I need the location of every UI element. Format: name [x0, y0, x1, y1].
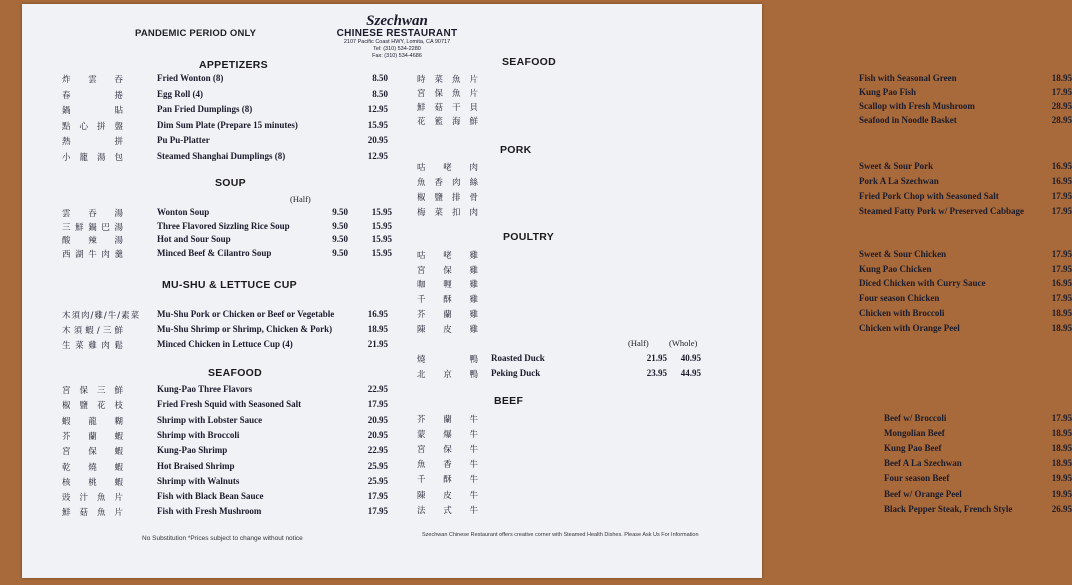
chinese-name: 雲吞湯: [62, 209, 124, 219]
price: 12.95: [367, 150, 388, 161]
menu-item: [417, 161, 1072, 175]
menu-item: [417, 307, 1072, 322]
chinese-name: 花籃海鮮: [417, 117, 479, 127]
price: 9.50: [332, 207, 348, 217]
menu-item: [62, 207, 402, 221]
menu-item: [62, 461, 402, 475]
menu-item: [417, 428, 1072, 442]
chinese-name: 三鮮鍋巴湯: [62, 222, 124, 233]
section-title: SEAFOOD: [502, 56, 557, 68]
menu-item: [417, 191, 1072, 205]
chinese-name: 西湖牛肉羹: [62, 250, 124, 261]
price-whole: 40.95: [680, 353, 701, 363]
english-name: Sweet & Sour Chicken: [859, 249, 947, 259]
menu-item: [62, 415, 402, 429]
chinese-name: 梅菜扣肉: [417, 208, 479, 218]
chinese-name: 陳皮牛: [417, 490, 479, 501]
price: 18.95: [1051, 307, 1072, 318]
menu-item: [62, 135, 402, 149]
english-name: Kung-Pao Three Flavors: [157, 384, 253, 394]
english-name: Hot Braised Shrimp: [157, 460, 235, 471]
menu-item: [62, 384, 402, 398]
menu-item: [417, 443, 1072, 457]
poultry-whole-header: (Whole): [669, 338, 698, 348]
chinese-name: 法式牛: [417, 505, 479, 516]
section-title: APPETIZERS: [199, 59, 268, 71]
english-name: Sweet & Sour Pork: [859, 161, 934, 171]
english-name: Roasted Duck: [491, 353, 545, 363]
footer-note-right: Szechwan Chinese Restaurant offers creative corner with Steamed Health Dishes. Please Ask Us For Information: [422, 532, 699, 538]
menu-item: [417, 503, 1072, 518]
menu-item: [62, 104, 402, 118]
english-name: Seafood in Noodle Basket: [859, 115, 957, 125]
menu-item: [417, 488, 1072, 503]
price: 18.95: [1051, 428, 1072, 439]
menu-item: [417, 413, 1072, 427]
menu-item: [62, 221, 402, 235]
chinese-name: 宮保牛: [417, 445, 479, 456]
price: 28.95: [1051, 115, 1072, 125]
menu-item: [417, 473, 1072, 487]
price: 22.95: [367, 445, 388, 456]
chinese-name: 乾燒蝦: [62, 462, 124, 473]
chinese-name: 芥蘭蝦: [62, 431, 124, 442]
english-name: Shrimp with Lobster Sauce: [157, 414, 263, 425]
price: 17.95: [367, 506, 388, 517]
price: 16.95: [367, 309, 388, 319]
chinese-name: 魚香牛: [417, 460, 479, 471]
menu-item: [62, 506, 402, 520]
english-name: Pork A La Szechwan: [859, 176, 939, 186]
chinese-name: 蒙爆牛: [417, 430, 479, 441]
price: 16.95: [1051, 176, 1072, 186]
english-name: Egg Roll (4): [157, 88, 203, 99]
menu-item: [62, 248, 402, 262]
english-name: Scallop with Fresh Mushroom: [859, 101, 975, 111]
chinese-name: 千酥雞: [417, 295, 479, 306]
english-name: Beef A La Szechwan: [884, 458, 962, 469]
price: 25.95: [367, 460, 388, 471]
chinese-name: 木須蝦/三鮮: [62, 326, 124, 336]
price: 20.95: [367, 414, 388, 425]
english-name: Mu-Shu Shrimp or Shrimp, Chicken & Pork): [157, 324, 333, 334]
english-name: Steamed Shanghai Dumplings (8): [157, 150, 286, 161]
chinese-name: 生菜雞肉鬆: [62, 341, 124, 351]
price-full: 15.95: [371, 207, 392, 217]
menu-item: [417, 206, 1072, 220]
menu-item: [417, 293, 1072, 307]
half-header: (Half): [290, 194, 311, 204]
price: 26.95: [1051, 503, 1072, 514]
chinese-name: 豉汁魚片: [62, 493, 124, 504]
chinese-name: 宮保蝦: [62, 447, 124, 458]
english-name: Kung Pao Chicken: [859, 263, 932, 274]
english-name: Wonton Soup: [157, 207, 210, 217]
english-name: Black Pepper Steak, French Style: [884, 503, 1013, 514]
price: 20.95: [367, 429, 388, 440]
chinese-name: 核桃蝦: [62, 477, 124, 488]
menu-item: [62, 339, 402, 353]
english-name: Chicken with Broccoli: [859, 307, 945, 318]
menu-item: [62, 399, 402, 413]
price: 12.95: [367, 104, 388, 114]
english-name: Pu Pu-Platter: [157, 135, 210, 145]
restaurant-logo: [332, 14, 462, 60]
chinese-name: 椒鹽排骨: [417, 193, 479, 203]
english-name: Beef w/ Orange Peel: [884, 488, 962, 499]
english-name: Mu-Shu Pork or Chicken or Beef or Vegetable: [157, 309, 335, 319]
price: 17.95: [1051, 249, 1072, 259]
price: 22.95: [367, 384, 388, 394]
english-name: Shrimp with Walnuts: [157, 475, 240, 486]
menu-item: [417, 73, 1072, 87]
restaurant-tel: Tel: (310) 534-2280: [373, 46, 421, 52]
section-title: BEEF: [494, 395, 524, 407]
chinese-name: 鮮菇干貝: [417, 103, 479, 113]
english-name: Pan Fried Dumplings (8): [157, 104, 253, 114]
english-name: Mongolian Beef: [884, 428, 945, 439]
chinese-name: 千酥牛: [417, 475, 479, 486]
price-full: 15.95: [371, 248, 392, 259]
price: 9.50: [332, 220, 348, 231]
english-name: Peking Duck: [491, 367, 541, 378]
menu-item: [62, 73, 402, 87]
restaurant-fax: Fax: (310) 534-4686: [372, 53, 422, 59]
menu-item: [417, 368, 757, 382]
price: 15.95: [367, 119, 388, 130]
price: 19.95: [1051, 488, 1072, 499]
menu-item: [62, 89, 402, 103]
chinese-name: 陳皮雞: [417, 324, 479, 335]
price: 8.50: [372, 88, 388, 99]
chinese-name: 咕咾雞: [417, 251, 479, 261]
menu-item: [62, 234, 402, 248]
chinese-name: 椒鹽花枝: [62, 401, 124, 412]
price: 16.95: [1051, 278, 1072, 289]
english-name: Beef w/ Broccoli: [884, 413, 947, 423]
price: 17.95: [1051, 293, 1072, 304]
price-whole: 44.95: [680, 367, 701, 378]
price: 17.95: [1051, 206, 1072, 216]
menu-item: [417, 101, 1072, 115]
english-name: Dim Sum Plate (Prepare 15 minutes): [157, 119, 298, 130]
price: 18.95: [367, 324, 388, 334]
english-name: Minced Chicken in Lettuce Cup (4): [157, 339, 293, 349]
english-name: Steamed Fatty Pork w/ Preserved Cabbage: [859, 206, 1025, 216]
menu-item: [417, 176, 1072, 190]
english-name: Hot and Sour Soup: [157, 234, 231, 245]
english-name: Fried Pork Chop with Seasoned Salt: [859, 191, 999, 201]
menu-item: [62, 309, 402, 323]
menu-item: [417, 458, 1072, 472]
price: 16.95: [1051, 161, 1072, 171]
menu-item: [417, 353, 757, 367]
price: 28.95: [1051, 101, 1072, 111]
restaurant-name: CHINESE RESTAURANT: [336, 28, 458, 39]
price: 17.95: [1051, 413, 1072, 423]
menu-item: [417, 87, 1072, 101]
chinese-name: 熱拼: [62, 137, 124, 147]
chinese-name: 北京鴨: [417, 369, 479, 380]
english-name: Four season Chicken: [859, 293, 940, 304]
menu-item: [62, 151, 402, 165]
english-name: Shrimp with Broccoli: [157, 429, 240, 440]
chinese-name: 蝦龍糊: [62, 416, 124, 427]
menu-item: [417, 322, 1072, 337]
menu-item: [417, 263, 1072, 278]
chinese-name: 小籠湯包: [62, 152, 124, 163]
pandemic-notice: PANDEMIC PERIOD ONLY: [135, 28, 257, 39]
chinese-name: 春捲: [62, 90, 124, 101]
english-name: Kung Pao Beef: [884, 443, 942, 454]
chinese-name: 木須肉/雞/牛/素菜: [62, 311, 141, 321]
price: 18.95: [1051, 443, 1072, 454]
english-name: Diced Chicken with Curry Sauce: [859, 278, 986, 289]
price: 17.95: [1051, 263, 1072, 274]
logo-script: Szechwan: [366, 13, 428, 29]
english-name: Fried Wonton (8): [157, 73, 224, 83]
english-name: Chicken with Orange Peel: [859, 322, 960, 333]
price-half: 23.95: [646, 367, 667, 378]
menu-item: [417, 115, 1072, 129]
price: 9.50: [332, 248, 348, 259]
menu-item: [62, 445, 402, 459]
chinese-name: 宮保雞: [417, 265, 479, 276]
price: 17.95: [367, 491, 388, 502]
price: 19.95: [1051, 473, 1072, 484]
english-name: Three Flavored Sizzling Rice Soup: [157, 220, 290, 231]
price: 18.95: [1051, 458, 1072, 469]
chinese-name: 點心拼盤: [62, 121, 124, 132]
section-title: PORK: [500, 144, 532, 156]
poultry-half-header: (Half): [628, 338, 649, 348]
price-full: 15.95: [371, 234, 392, 245]
chinese-name: 芥蘭雞: [417, 309, 479, 320]
chinese-name: 燒鴨: [417, 355, 479, 365]
price: 8.50: [372, 73, 388, 83]
menu-item: [417, 278, 1072, 292]
footer-note-left: No Substitution *Prices subject to change without notice: [142, 535, 303, 542]
english-name: Four season Beef: [884, 473, 950, 484]
english-name: Fish with Black Bean Sauce: [157, 491, 264, 502]
menu-item: [62, 476, 402, 490]
section-title: SEAFOOD: [208, 367, 263, 379]
price: 25.95: [367, 475, 388, 486]
english-name: Fish with Seasonal Green: [859, 73, 957, 83]
price-full: 15.95: [371, 220, 392, 231]
chinese-name: 宮保魚片: [417, 89, 479, 99]
section-title: SOUP: [215, 177, 246, 189]
chinese-name: 咕咾肉: [417, 163, 479, 173]
price: 17.95: [1051, 191, 1072, 201]
menu-sheet: [22, 4, 1072, 578]
price: 9.50: [332, 234, 348, 245]
chinese-name: 時菜魚片: [417, 75, 479, 85]
menu-item: [62, 324, 402, 338]
chinese-name: 鍋貼: [62, 106, 124, 116]
english-name: Fried Fresh Squid with Seasoned Salt: [157, 399, 302, 410]
chinese-name: 咖喱雞: [417, 280, 479, 291]
menu-item: [417, 249, 1072, 263]
price: 18.95: [1051, 322, 1072, 333]
chinese-name: 酸辣湯: [62, 236, 124, 247]
price: 20.95: [367, 135, 388, 145]
chinese-name: 芥蘭牛: [417, 415, 479, 425]
section-title: MU-SHU & LETTUCE CUP: [162, 279, 297, 291]
menu-item: [62, 491, 402, 505]
price: 21.95: [367, 339, 388, 349]
chinese-name: 鮮菇魚片: [62, 508, 124, 519]
price-half: 21.95: [646, 353, 667, 363]
chinese-name: 炸雲吞: [62, 75, 124, 85]
chinese-name: 宮保三鮮: [62, 386, 124, 396]
price: 17.95: [1051, 87, 1072, 97]
price: 17.95: [367, 399, 388, 410]
chinese-name: 魚香肉絲: [417, 178, 479, 188]
section-title: POULTRY: [503, 231, 555, 243]
menu-item: [62, 430, 402, 444]
english-name: Kung Pao Fish: [859, 87, 917, 97]
english-name: Fish with Fresh Mushroom: [157, 506, 262, 517]
english-name: Kung-Pao Shrimp: [157, 445, 228, 456]
english-name: Minced Beef & Cilantro Soup: [157, 248, 272, 259]
price: 18.95: [1051, 73, 1072, 83]
restaurant-address: 2107 Pacific Coast HWY, Lomita, CA 90717: [343, 39, 451, 45]
menu-item: [62, 120, 402, 134]
